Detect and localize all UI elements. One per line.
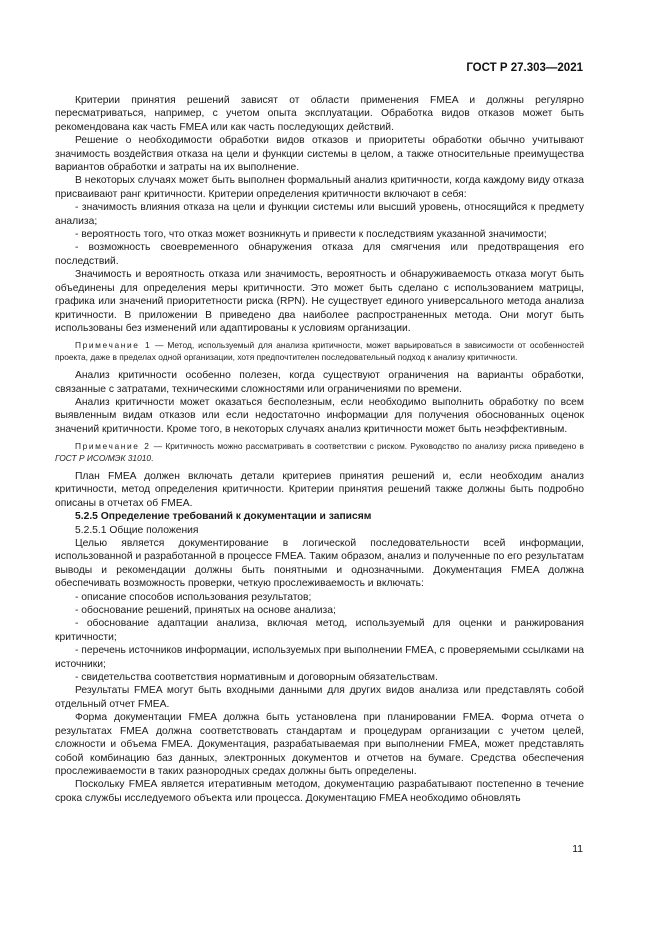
standard-header: ГОСТ Р 27.303—2021 [466,62,583,74]
note-2 [55,441,584,464]
list-item: - описание способов использования результатов; [75,591,312,603]
standard-reference: ГОСТ Р ИСО/МЭК 31010 [55,452,152,463]
paragraph: Решение о необходимости обработки видов отказов и приоритеты обработки обычно учитывают значимость воздействия отказа на цели и функции системы в целом, а также относительные преимущества вариантов обработки и затраты на их выполнение. [55,135,584,174]
note-text: — Метод, используемый для анализа критичности, может варьироваться в зависимости от особенностей проекта, даже в пределах одной организации, хотя предпочтителен последовательный подход к анализу критичности. [55,340,584,362]
paragraph: Значимость и вероятность отказа или значимость, вероятность и обнаруживаемость отказа могут быть объединены для определения меры критичности. Это может быть сделано с использованием матрицы, графика или значений приоритетности риска (RPN). Не существует единого универсального метода анализа критичности. В приложении В приведено два наиболее распространенных метода. Они могут быть использованы без изменений или адаптированы к условиям организации. [55,269,584,334]
paragraph: План FMEA должен включать детали критериев принятия решений и, если необходим анализ критичности, метод определения критичности. Критерии принятия решений также должны быть подробно описаны в отчетах об FMEA. [55,470,584,509]
list-item: - вероятность того, что отказ может возникнуть и привести к последствиям указанной значимости; [75,229,547,241]
paragraph: Целью является документирование в логической последовательности всей информации, использованной и разработанной в процессе FMEA. Таким образом, анализ и полученные по его результатам выводы и рекомендации должны быть понятными и однозначными. Документация FMEA должна обеспечивать возможность проверки, четкую прослеживаемость и включать: [55,538,584,590]
paragraph: Критерии принятия решений зависят от области применения FMEA и должны регулярно пересматриваться, например, с учетом опыта эксплуатации. Обработка видов отказов может быть рекомендована как часть FMEA или как часть последующих действий. [55,95,584,133]
paragraph: В некоторых случаях может быть выполнен формальный анализ критичности, когда каждому виду отказа присваивают ранг критичности. Критерии определения критичности включают в себя: [55,175,584,200]
list-item: - значимость влияния отказа на цели и функции системы или высший уровень, относящийся к предмету анализа; [55,202,584,227]
paragraph: Результаты FMEA могут быть входными данными для других видов анализа или представлять собой отдельный отчет FMEA. [55,685,584,710]
paragraph: Анализ критичности особенно полезен, когда существуют ограничения на варианты обработки, связанные с затратами, техническими сложностями или ограничениями по времени. [55,370,584,395]
document-body [55,94,584,805]
note-text: — Критичность можно рассматривать в соответствии с риском. Руководство по анализу риска приведено в [150,441,584,452]
paragraph: Анализ критичности может оказаться бесполезным, если необходимо выполнить обработку по всем выявленным видам отказов или если недостаточно информации для получения обоснованных оценок значений критичности. Кроме того, в некоторых случаях анализ критичности может быть неэффективным. [55,396,584,435]
list-item: - возможность своевременного обнаружения отказа для смягчения или предотвращения его последствий. [55,242,584,267]
note-label: Примечание 2 [75,441,151,452]
paragraph: Поскольку FMEA является итеративным методом, документацию разрабатывают постепенно в течение срока службы исследуемого объекта или процесса. Документацию FMEA необходимо обновлять [55,779,584,804]
list-item: - свидетельства соответствия нормативным и договорным обязательствам. [75,672,438,684]
paragraph: Форма документации FMEA должна быть установлена при планировании FMEA. Форма отчета о результатах FMEA должна соответствовать стандартам и процедурам организации с учетом целей, сложности и объема FMEA. Документация, разрабатываемая при выполнении FMEA, может представлять собой комбинацию баз данных, электронных документов и отчетов на бумаге. Средства обеспечения прослеживаемости в таких разнородных средах должны быть определены. [55,712,584,777]
subsection-heading: 5.2.5.1 Общие положения [75,524,199,536]
page-number: 11 [572,844,583,855]
list-item: - обоснование решений, принятых на основе анализа; [75,605,336,617]
section-heading: 5.2.5 Определение требований к документации и записям [75,511,372,523]
list-item: - обоснование адаптации анализа, включая метод, используемый для оценки и ранжирования критичности; [55,618,584,643]
note-label: Примечание 1 [75,340,152,351]
note-end: . [151,452,154,463]
note-1 [55,340,584,363]
list-item: - перечень источников информации, используемых при выполнении FMEA, с проверяемыми ссылками на источники; [55,645,584,670]
